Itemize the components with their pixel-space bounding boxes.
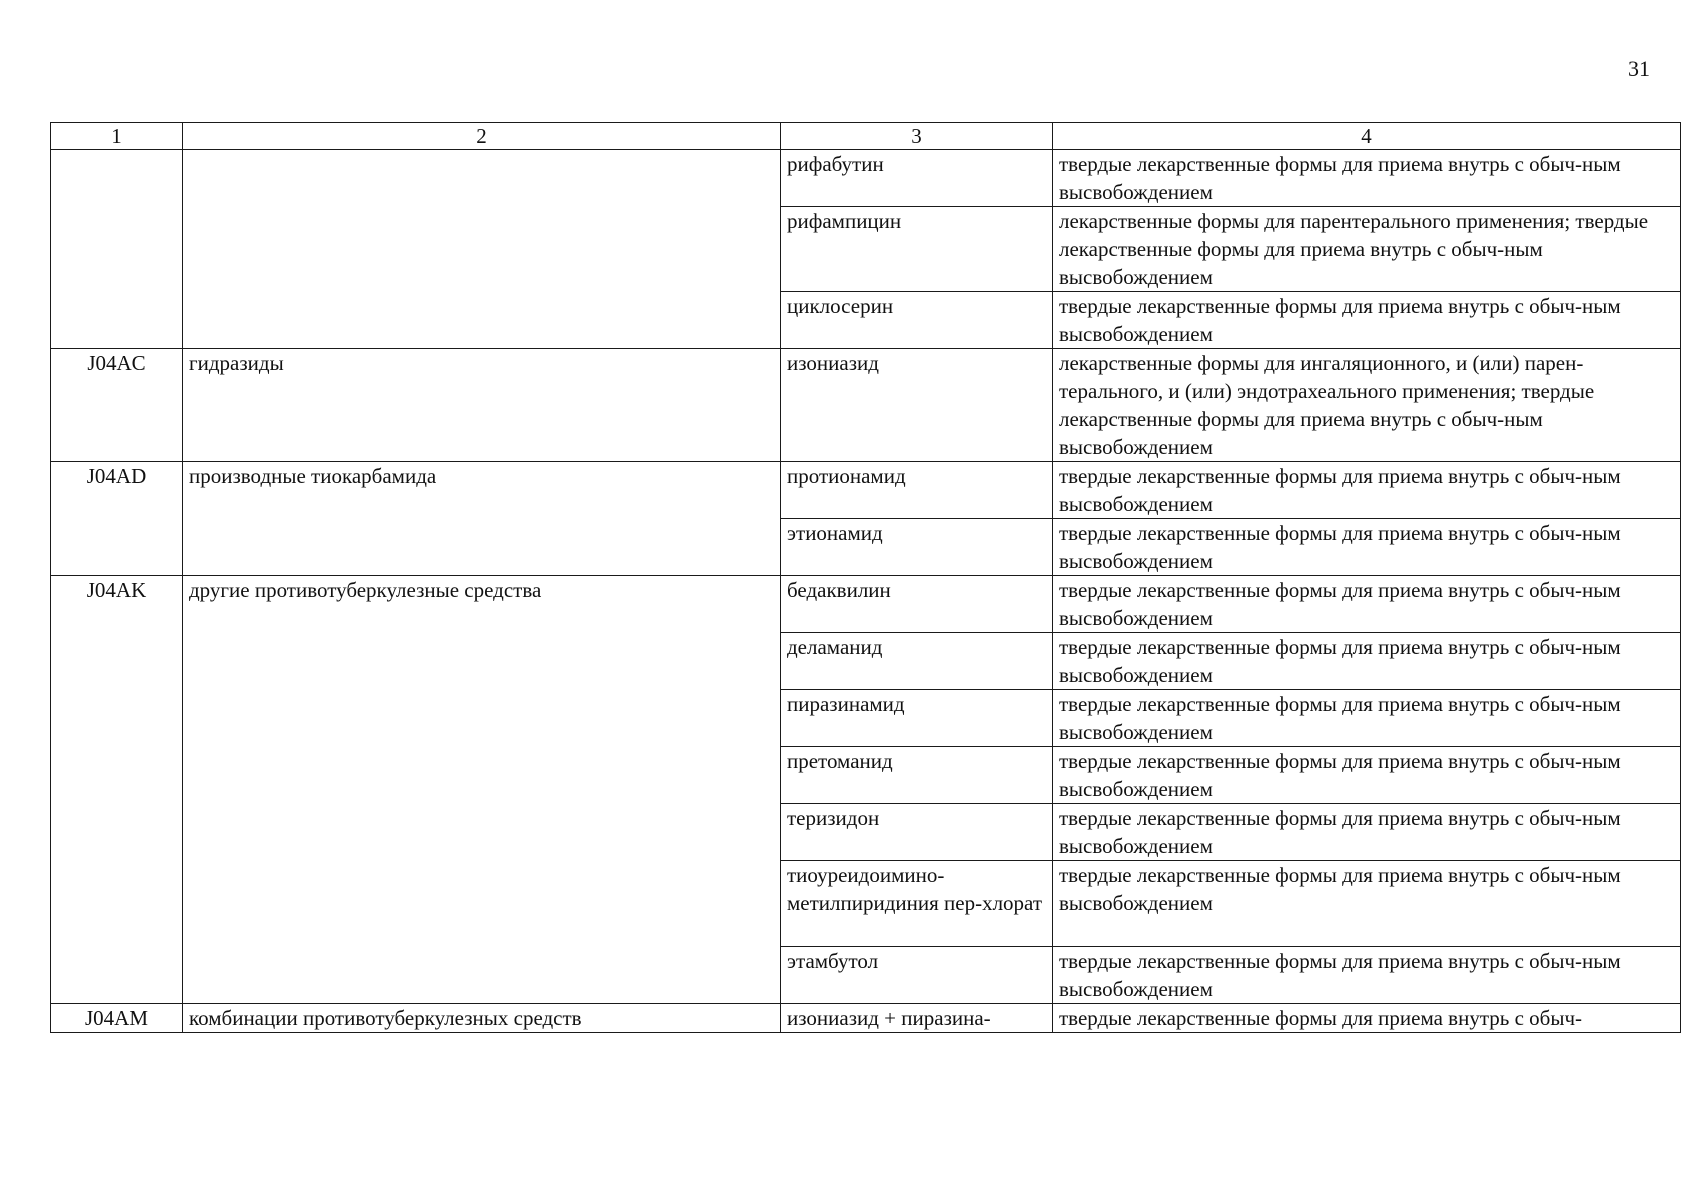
drug-cell: изониазид + пиразина- (781, 1004, 1053, 1033)
header-cell: 2 (183, 123, 781, 150)
group-cell: производные тиокарбамида (183, 462, 781, 576)
drug-cell: рифабутин (781, 150, 1053, 207)
form-cell: твердые лекарственные формы для приема внутрь с обыч-ным высвобождением (1053, 861, 1681, 947)
table-row (51, 462, 1681, 519)
code-cell: J04AD (51, 462, 183, 576)
drug-cell: тиоуреидоимино-метилпиридиния пер-хлорат (781, 861, 1053, 947)
code-cell: J04AK (51, 576, 183, 1004)
form-cell: твердые лекарственные формы для приема внутрь с обыч-ным высвобождением (1053, 690, 1681, 747)
form-cell: лекарственные формы для ингаляционного, и (или) парен-терального, и (или) эндотрахеального применения; твердые лекарственные формы для приема внутрь с обыч-ным высвобождением (1053, 349, 1681, 462)
code-cell: J04AM (51, 1004, 183, 1033)
group-cell (183, 150, 781, 349)
drug-cell: пиразинамид (781, 690, 1053, 747)
header-cell: 3 (781, 123, 1053, 150)
drug-cell: протионамид (781, 462, 1053, 519)
table-row (51, 1004, 1681, 1033)
form-cell: твердые лекарственные формы для приема внутрь с обыч-ным высвобождением (1053, 150, 1681, 207)
table-row (51, 576, 1681, 633)
header-row (51, 123, 1681, 150)
form-cell: твердые лекарственные формы для приема внутрь с обыч- (1053, 1004, 1681, 1033)
page-number: 31 (1628, 56, 1650, 81)
form-cell: твердые лекарственные формы для приема внутрь с обыч-ным высвобождением (1053, 804, 1681, 861)
drug-cell: изониазид (781, 349, 1053, 462)
code-cell: J04AC (51, 349, 183, 462)
form-cell: твердые лекарственные формы для приема внутрь с обыч-ным высвобождением (1053, 292, 1681, 349)
form-cell: твердые лекарственные формы для приема внутрь с обыч-ным высвобождением (1053, 947, 1681, 1004)
drug-cell: деламанид (781, 633, 1053, 690)
drug-table (50, 122, 1681, 1033)
header-cell: 4 (1053, 123, 1681, 150)
group-cell: комбинации противотуберкулезных средств (183, 1004, 781, 1033)
drug-cell: бедаквилин (781, 576, 1053, 633)
form-cell: твердые лекарственные формы для приема внутрь с обыч-ным высвобождением (1053, 519, 1681, 576)
group-cell: другие противотуберкулезные средства (183, 576, 781, 1004)
form-cell: твердые лекарственные формы для приема внутрь с обыч-ным высвобождением (1053, 576, 1681, 633)
table-row (51, 349, 1681, 462)
drug-cell: рифампицин (781, 207, 1053, 292)
code-cell (51, 150, 183, 349)
drug-cell: теризидон (781, 804, 1053, 861)
group-cell: гидразиды (183, 349, 781, 462)
form-cell: лекарственные формы для парентерального применения; твердые лекарственные формы для приема внутрь с обыч-ным высвобождением (1053, 207, 1681, 292)
form-cell: твердые лекарственные формы для приема внутрь с обыч-ным высвобождением (1053, 633, 1681, 690)
drug-cell: этамбутол (781, 947, 1053, 1004)
table-row (51, 150, 1681, 207)
form-cell: твердые лекарственные формы для приема внутрь с обыч-ным высвобождением (1053, 462, 1681, 519)
drug-cell: циклосерин (781, 292, 1053, 349)
form-cell: твердые лекарственные формы для приема внутрь с обыч-ным высвобождением (1053, 747, 1681, 804)
drug-cell: претоманид (781, 747, 1053, 804)
drug-cell: этионамид (781, 519, 1053, 576)
header-cell: 1 (51, 123, 183, 150)
